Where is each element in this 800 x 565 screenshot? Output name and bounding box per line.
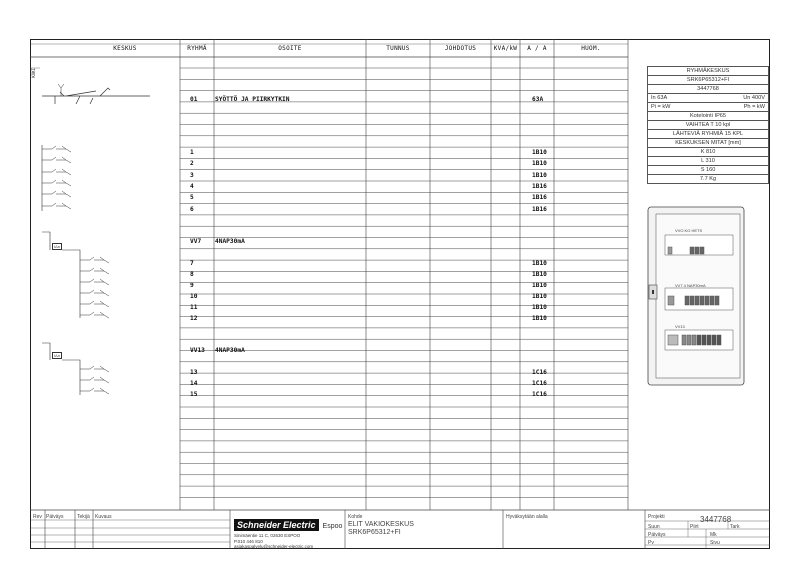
row-aa: 1C16 xyxy=(532,369,547,376)
row-aa: 1B10 xyxy=(532,172,547,179)
tb-mk: Mk xyxy=(710,532,717,538)
rcd-symbol-2: IΔn xyxy=(54,353,61,358)
row-osoite: 4NAP30mA xyxy=(215,347,245,354)
col-aa: A / A xyxy=(527,45,547,52)
addr-1: Sinimäentie 11 C, 02630 ESPOO xyxy=(234,533,301,538)
info-title: RYHMÄKESKUS xyxy=(647,66,769,76)
row-ryhma: 7 xyxy=(190,260,194,267)
row-ryhma: 2 xyxy=(190,160,194,167)
tb-projekti-label: Projekti xyxy=(648,514,665,520)
row-ryhma: 1 xyxy=(190,149,194,156)
panel-label-1: VVO KO HETS xyxy=(675,228,703,233)
row-ryhma: 3 xyxy=(190,172,194,179)
tb-piirt: Piirt xyxy=(690,524,699,530)
row-aa: 1B10 xyxy=(532,260,547,267)
info-lahtevia: LÄHTEVIÄ RYHMIÄ 15 KPL xyxy=(647,129,769,139)
tb-kuvaus: Kuvaus xyxy=(95,514,112,520)
col-johdotus: JOHDOTUS xyxy=(444,45,477,52)
row-aa: 1B10 xyxy=(532,271,547,278)
info-ip: Kotelointi IP65 xyxy=(647,111,769,121)
row-ryhma: 11 xyxy=(190,304,198,311)
company-logo xyxy=(234,515,342,550)
tb-pvm2: Päiväys xyxy=(648,532,666,538)
row-ryhma: 01 xyxy=(190,96,198,103)
brand-city: Espoo xyxy=(322,523,343,530)
row-ryhma: 12 xyxy=(190,315,198,322)
row-ryhma: VV7 xyxy=(190,238,202,245)
row-aa: 1B10 xyxy=(532,315,547,322)
row-ryhma: 14 xyxy=(190,380,198,387)
info-power: Pi = kW Ph = kW xyxy=(647,102,769,112)
info-model: SRK6P65312+FI xyxy=(647,75,769,85)
col-kva: KVA/kW xyxy=(493,45,518,52)
info-paino: 7.7 Kg xyxy=(647,174,769,184)
addr-3: asiakaspalvelu@schneider-electric.com xyxy=(234,544,314,549)
col-keskus: KESKUS xyxy=(113,45,137,52)
rcd-symbol-1: IΔn xyxy=(54,244,61,249)
col-osoite: OSOITE xyxy=(278,45,302,52)
row-ryhma: 4 xyxy=(190,183,194,190)
info-current-voltage: In 63A Un 400V xyxy=(647,93,769,103)
addr-2: P.010 446 810 xyxy=(234,538,263,544)
tb-hyvaksynyt: Hyväksytään alalla xyxy=(506,514,548,520)
row-aa: 1B10 xyxy=(532,282,547,289)
info-vaihtea: VAIHTEA T 10 kpl xyxy=(647,120,769,130)
tb-kohde-label: Kohde xyxy=(348,514,363,520)
row-ryhma: 6 xyxy=(190,206,194,213)
row-osoite: SYÖTTÖ JA PIIRKYTKIN xyxy=(215,96,290,103)
row-aa: 1B16 xyxy=(532,206,547,213)
tb-kohde-2: SRK6P65312+FI xyxy=(348,529,401,536)
row-aa: 1C16 xyxy=(532,380,547,387)
panel-label-2: VV7 4 NAP30mA xyxy=(675,283,706,288)
info-mitat: KESKUKSEN MITAT [mm] xyxy=(647,138,769,148)
row-aa: 1B16 xyxy=(532,183,547,190)
row-ryhma: 13 xyxy=(190,369,198,376)
row-ryhma: VV13 xyxy=(190,347,205,354)
panel-label-3: VV13 xyxy=(675,324,685,329)
tb-pvm: Päiväys xyxy=(46,514,64,520)
row-ryhma: 15 xyxy=(190,391,198,398)
info-s: S 160 xyxy=(647,165,769,175)
row-ryhma: 9 xyxy=(190,282,194,289)
tb-tark: Tark xyxy=(730,524,740,530)
col-huom: HUOM. xyxy=(581,45,601,52)
col-ryhma: RYHMÄ xyxy=(187,45,207,52)
info-k: K 810 xyxy=(647,147,769,157)
brand-mark: Schneider Electric xyxy=(234,519,319,531)
row-aa: 1B10 xyxy=(532,304,547,311)
tb-tekija: Tekijä xyxy=(77,514,90,520)
row-aa: 63A xyxy=(532,96,544,103)
row-ryhma: 5 xyxy=(190,194,194,201)
tb-pv: Pv xyxy=(648,540,654,546)
row-aa: 1B10 xyxy=(532,293,547,300)
tb-rev: Rev xyxy=(33,514,42,520)
info-l: L 310 xyxy=(647,156,769,166)
row-aa: 1B10 xyxy=(532,149,547,156)
col-tunnus: TUNNUS xyxy=(386,45,410,52)
row-osoite: 4NAP30mA xyxy=(215,238,245,245)
row-ryhma: 8 xyxy=(190,271,194,278)
info-code: 3447768 xyxy=(647,84,769,94)
tb-projekti: 3447768 xyxy=(700,515,732,524)
row-ryhma: 10 xyxy=(190,293,198,300)
row-aa: 1B10 xyxy=(532,160,547,167)
row-aa: 1B16 xyxy=(532,194,547,201)
row-aa: 1C16 xyxy=(532,391,547,398)
side-label: KOKI xyxy=(31,68,36,78)
tb-sivu: Sivu xyxy=(710,540,720,546)
tb-kohde-1: ELIT VAKIOKESKUS xyxy=(348,521,414,528)
tb-suun: Suun xyxy=(648,524,660,530)
